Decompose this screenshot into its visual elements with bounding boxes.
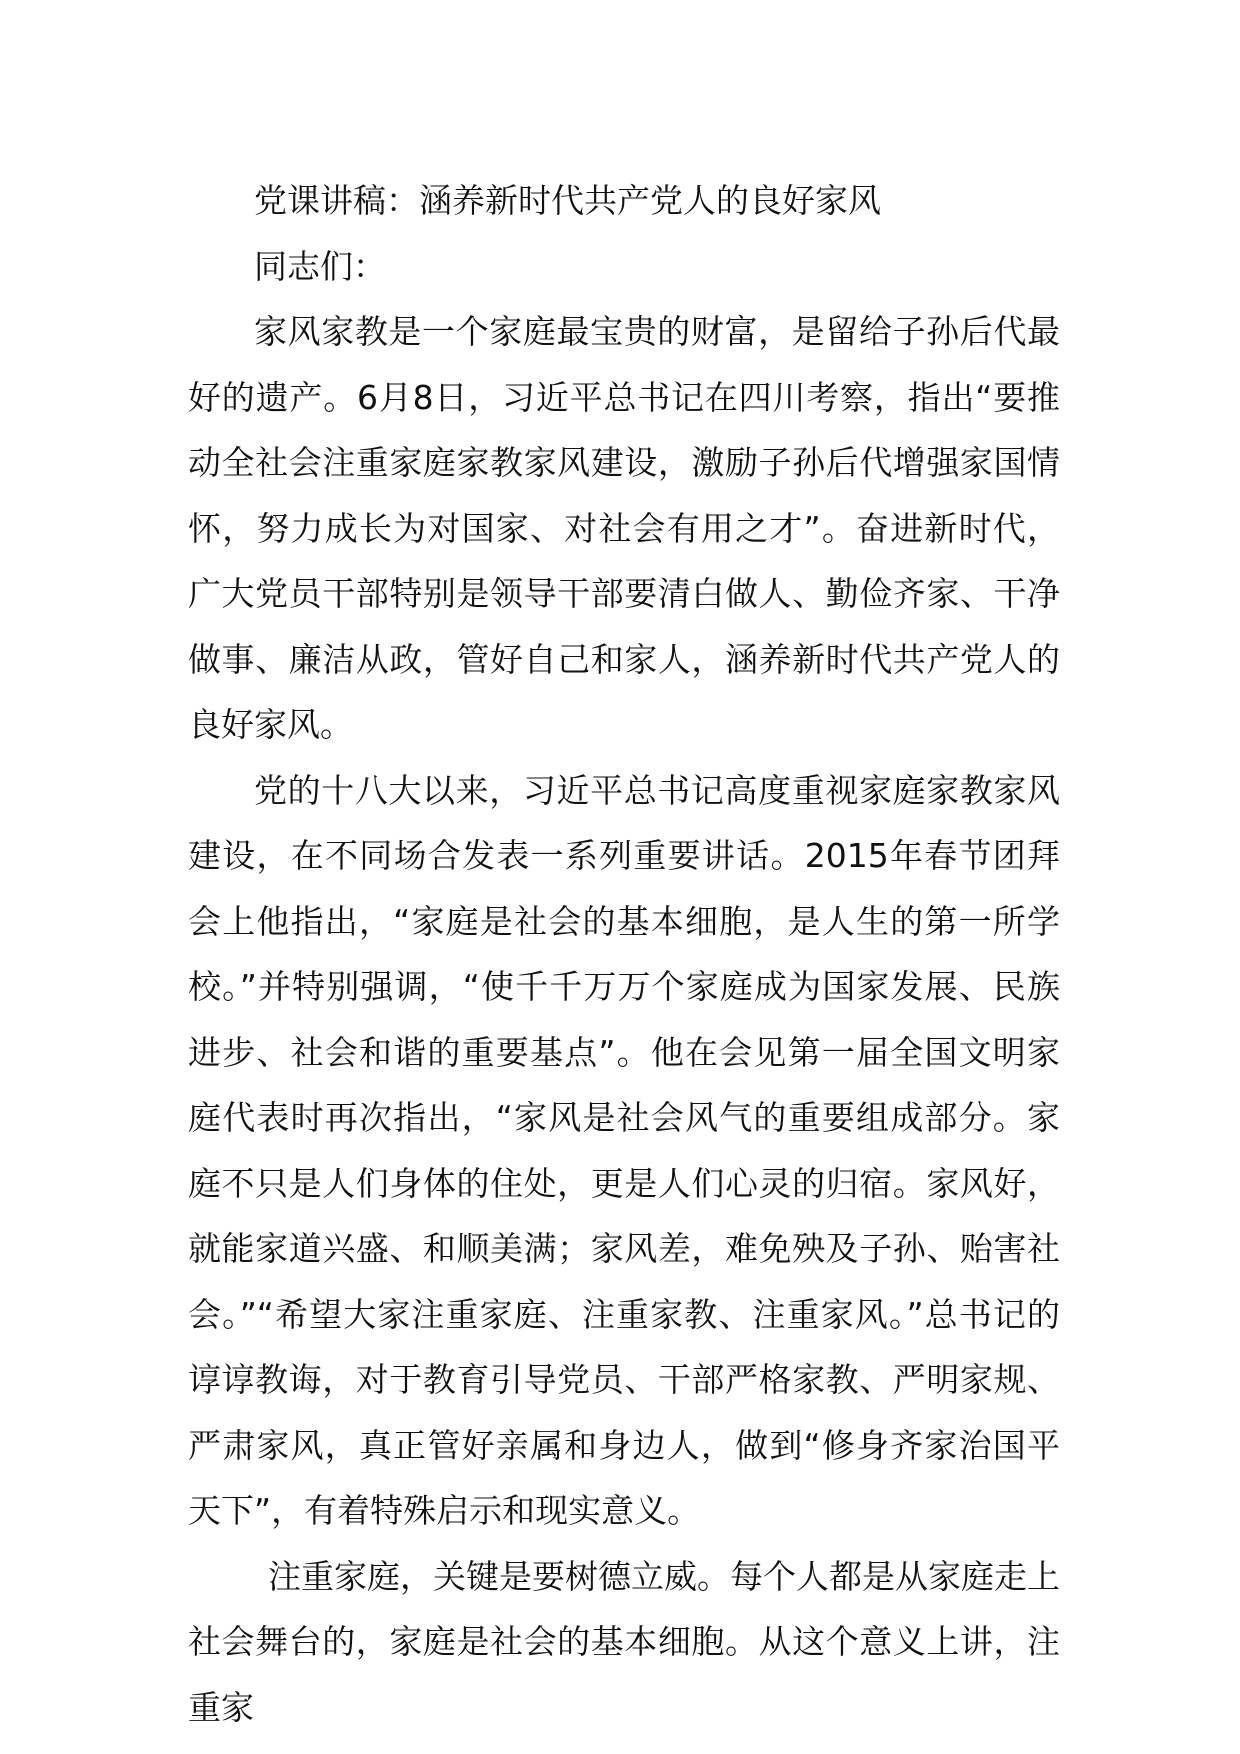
document-body: [188, 168, 1060, 1740]
document-title: 党课讲稿：涵养新时代共产党人的良好家风: [254, 181, 881, 220]
salutation: 同志们：: [254, 246, 386, 286]
paragraph-2: 党的十八大以来，习近平总书记高度重视家庭家教家风建设，在不同场合发表一系列重要讲话。2015年春节团拜会上他指出，“家庭是社会的基本细胞，是人生的第一所学校。”并特别强调，“使千千万万个家庭成为国家发展、民族进步、社会和谐的重要基点”。他在会见第一届全国文明家庭代表时再次指出，“家风是社会风气的重要组成部分。家庭不只是人们身体的住处，更是人们心灵的归宿。家风好，就能家道兴盛、和顺美满；家风差，难免殃及子孙、贻害社会。”“希望大家注重家庭、注重家教、注重家风。”总书记的谆谆教诲，对于教育引导党员、干部严格家教、严明家规、严肃家风，真正管好亲属和身边人，做到“修身齐家治国平天下”，有着特殊启示和现实意义。: [188, 770, 1060, 1530]
paragraph-1: 家风家教是一个家庭最宝贵的财富，是留给子孙后代最好的遗产。6月8日，习近平总书记在四川考察，指出“要推动全社会注重家庭家教家风建设，激励子孙后代增强家国情怀，努力成长为对国家、对社会有用之才”。奋进新时代，广大党员干部特别是领导干部要清白做人、勤俭齐家、干净做事、廉洁从政，管好自己和家人，涵养新时代共产党人的良好家风。: [188, 312, 1060, 744]
paragraph-3: 注重家庭，关键是要树德立威。每个人都是从家庭走上社会舞台的，家庭是社会的基本细胞。从这个意义上讲，注重家: [188, 1556, 1060, 1727]
